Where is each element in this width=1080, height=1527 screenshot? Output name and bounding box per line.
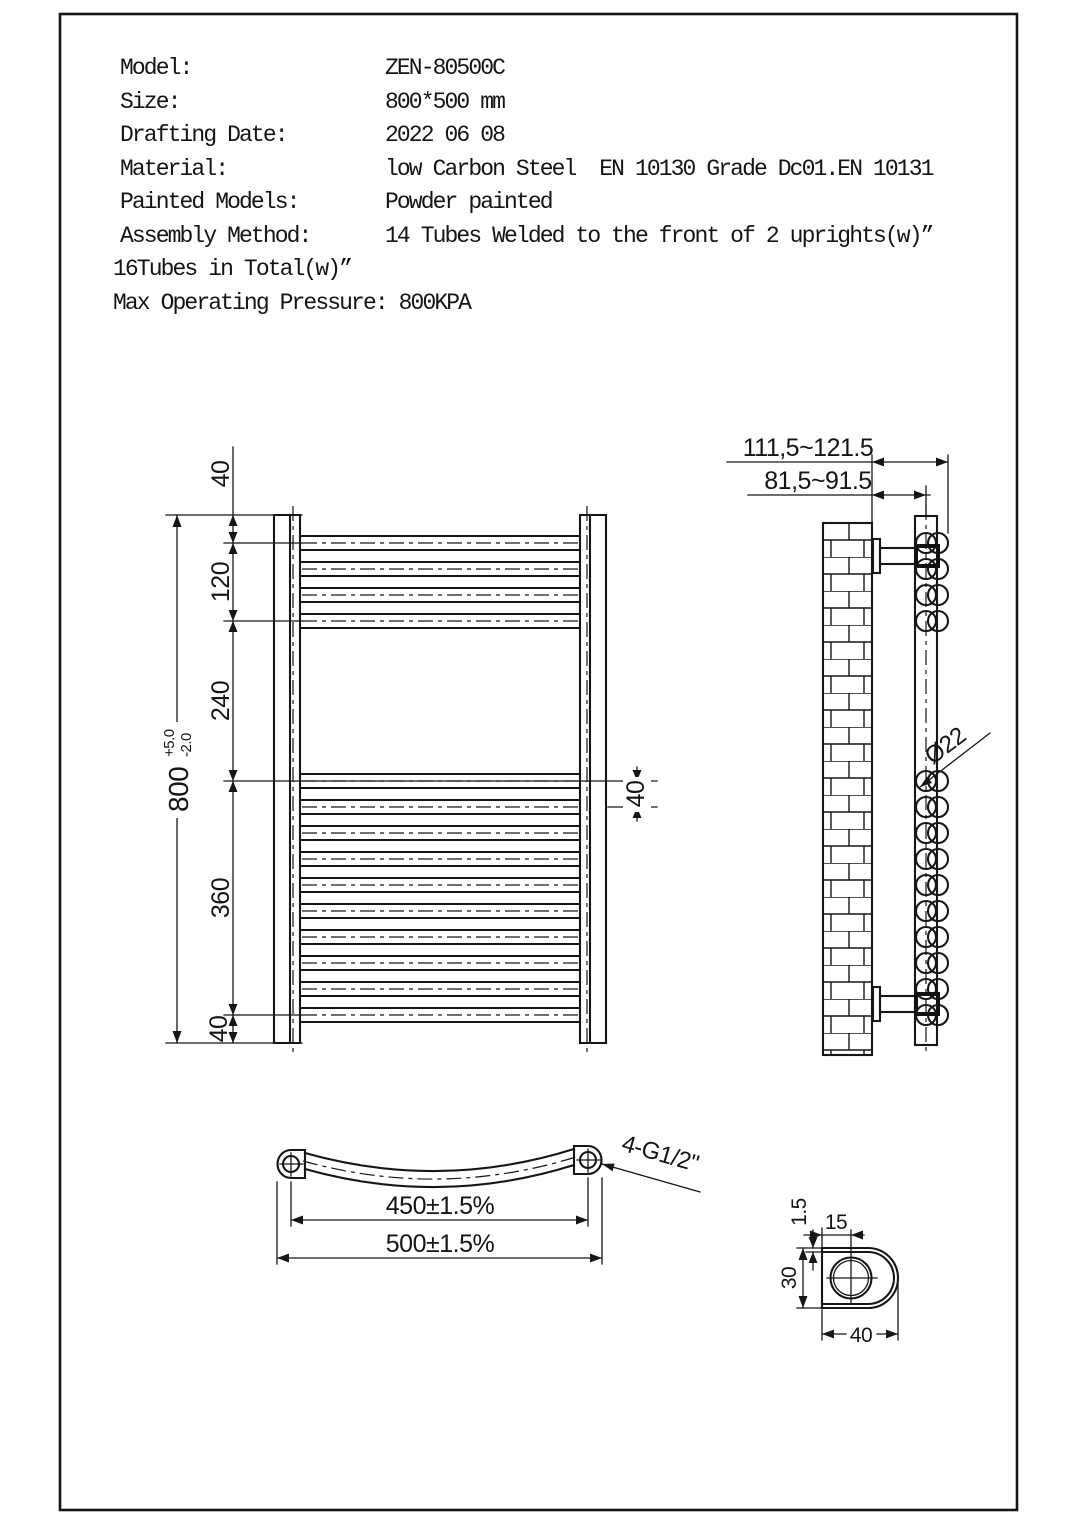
- spec-table: [113, 55, 983, 323]
- spec-label: Drafting Date:: [120, 122, 287, 148]
- dim-width: 40: [849, 1324, 873, 1347]
- spec-value: 14 Tubes Welded to the front of 2 uprights(w)”: [385, 222, 933, 249]
- spec-row-max-pressure: [113, 290, 983, 324]
- spec-label: Material:: [120, 155, 228, 182]
- front-view: [161, 447, 657, 1052]
- dim-middle-gap: 240: [207, 680, 235, 722]
- spec-row-material: [113, 156, 983, 190]
- dim-tolerance-minus: -2.0: [178, 733, 195, 757]
- spec-label: Assembly Method:: [120, 222, 311, 249]
- dim-wall-to-center: 81,5~91.5: [764, 467, 872, 495]
- dim-wall-to-front: 111,5~121.5: [742, 434, 874, 462]
- bracket-detail: [778, 1198, 898, 1347]
- spec-label: Model:: [120, 55, 192, 81]
- spec-row-drafting-date: [113, 122, 983, 156]
- dim-overall-height: 800: [163, 766, 194, 812]
- spec-value: ZEN-80500C: [385, 55, 505, 81]
- top-view: [277, 1130, 701, 1264]
- spec-label: Size:: [120, 88, 180, 115]
- dim-lower-group: 360: [207, 877, 235, 919]
- dim-overall-width: 500±1.5%: [385, 1230, 495, 1258]
- spec-row-painted-models: [113, 189, 983, 223]
- dim-tube-diameter: Ø22: [919, 722, 972, 770]
- spec-row-model: [113, 55, 983, 89]
- dim-tube-pitch: 40: [622, 780, 650, 808]
- dim-height: 30: [778, 1266, 801, 1290]
- spec-row-size: [113, 89, 983, 123]
- dim-hole-centers: 450±1.5%: [385, 1192, 495, 1220]
- dim-upper-group: 120: [207, 561, 235, 603]
- spec-row-continuation: [113, 256, 983, 290]
- dim-top-offset: 40: [207, 460, 235, 488]
- thread-note: 4-G1/2": [618, 1130, 702, 1178]
- dim-tolerance-plus: +5.0: [161, 729, 178, 757]
- dim-hole-offset: 15: [824, 1211, 848, 1234]
- spec-label: Painted Models:: [120, 189, 299, 215]
- spec-value: 2022 06 08: [385, 122, 505, 148]
- side-view: [727, 434, 990, 1056]
- spec-value: low Carbon Steel EN 10130 Grade Dc01.EN 10131: [385, 155, 933, 182]
- spec-max-pressure: Max Operating Pressure: 800KPA: [113, 289, 471, 316]
- dim-bottom-offset: 40: [205, 1015, 233, 1043]
- brick-wall-fill: [823, 523, 872, 1055]
- front-extension-lines: [166, 515, 657, 1043]
- front-uprights: [274, 515, 606, 1043]
- spec-continuation: 16Tubes in Total(w)”: [113, 256, 352, 282]
- dim-thickness: 1.5: [788, 1198, 811, 1226]
- spec-row-assembly-method: [113, 223, 983, 257]
- spec-value: Powder painted: [385, 189, 552, 215]
- spec-value: 800*500 mm: [385, 88, 505, 115]
